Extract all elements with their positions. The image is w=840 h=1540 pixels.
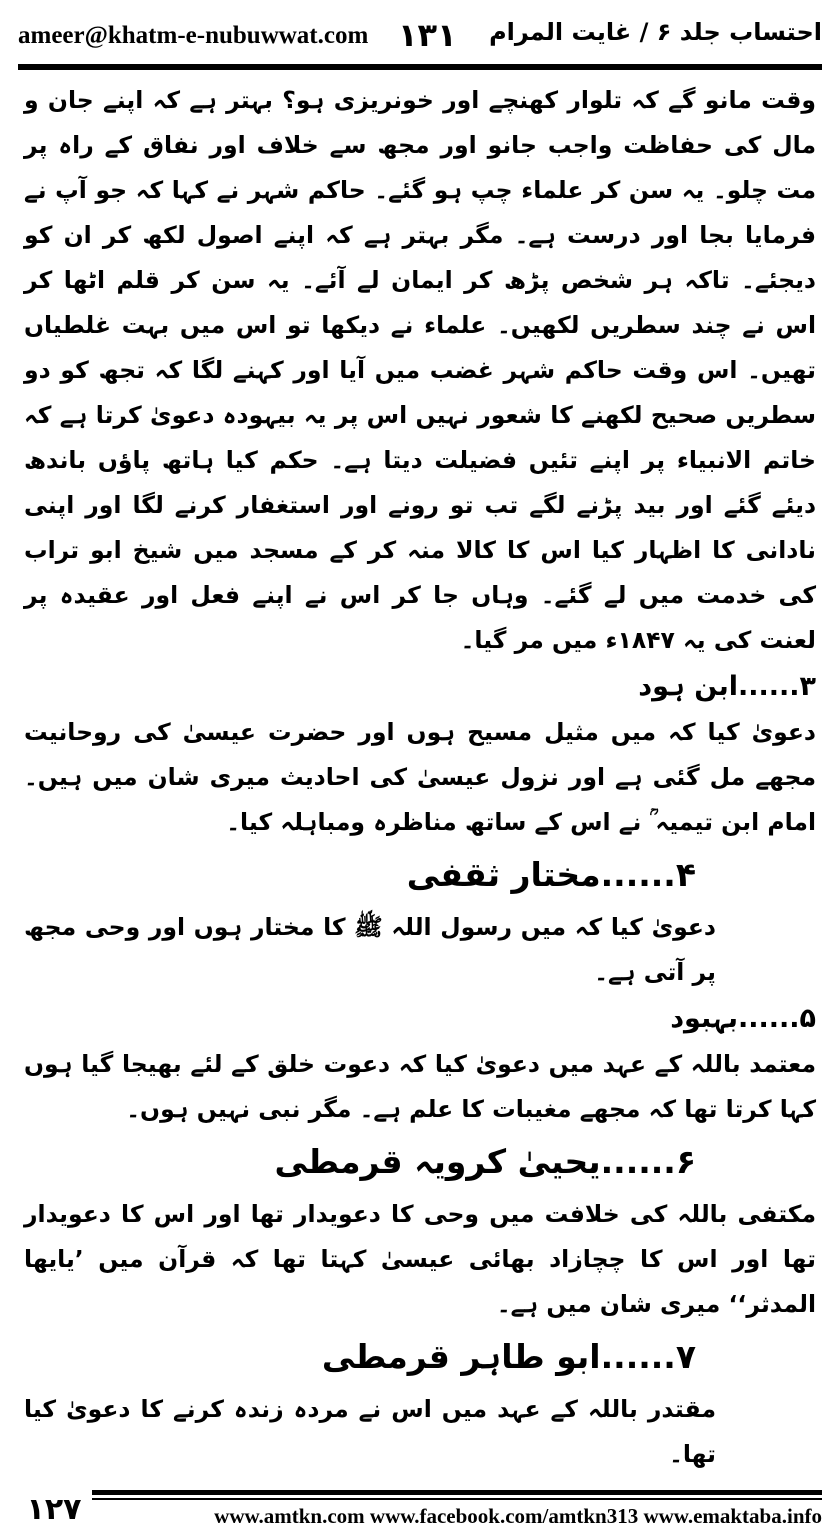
paragraph-3: دعویٰ کیا کہ میں مثیل مسیح ہوں اور حضرت عیسیٰ کی روحانیت مجھے مل گئی ہے اور نزول عیسیٰ کی احادیث میری شان میں ہیں۔ امام ابن تیمیہ ؒ نے اس کے ساتھ مناظرہ ومباہلہ کیا۔ (24, 718, 816, 836)
heading-3: ۳......ابن ہود (638, 671, 816, 702)
header-page-number: ۱۳۱ (398, 16, 457, 54)
footer-page-number: ۱۲۷ (26, 1492, 82, 1527)
paragraph-4: دعویٰ کیا کہ میں رسول اللہ ﷺ کا مختار ہوں اور وحی مجھ پر آتی ہے۔ (24, 913, 716, 986)
header-rule (18, 64, 822, 70)
page-header (18, 14, 822, 58)
heading-6: ۶......یحییٰ کرویہ قرمطی (274, 1142, 696, 1181)
paragraph-6: مکتفی باللہ کی خلافت میں وحی کا دعویدار تھا اور اس کا دعویدار تھا اور اس کا چچازاد بھائی عیسیٰ کہتا تھا کہ قرآن میں ’یایھا المدثر‘‘ میری شان میں ہے۔ (24, 1200, 816, 1318)
footer-rule-thin (92, 1498, 822, 1500)
paragraph-7: مقتدر باللہ کے عہد میں اس نے مردہ زندہ کرنے کا دعویٰ کیا تھا۔ (24, 1395, 716, 1468)
page-footer (18, 1488, 822, 1536)
header-email: ameer@khatm-e-nubuwwat.com (18, 22, 369, 49)
paragraph-1: وقت مانو گے کہ تلوار کھنچے اور خونریزی ہو؟ بہتر ہے کہ اپنے جان و مال کی حفاظت واجب جانو اور مجھ سے خلاف اور نفاق کے راہ پر مت چلو۔ یہ سن کر علماء چپ ہو گئے۔ حاکم شہر نے کہا کہ جو آپ نے فرمایا بجا اور درست ہے۔ مگر بہتر ہے کہ اپنے اصول لکھ کر ان کو دیجئے۔ تاکہ ہر شخص پڑھ کر ایمان لے آئے۔ یہ سن کر قلم اٹھا کر اس نے چند سطریں لکھیں۔ علماء نے دیکھا تو اس میں بہت غلطیاں تھیں۔ اس وقت حاکم شہر غضب میں آیا اور کہنے لگا کہ تجھ کو دو سطریں صحیح لکھنے کا شعور نہیں اس پر یہ بیہودہ دعویٰ کرتا ہے کہ خاتم الانبیاء پر اپنے تئیں فضیلت دیتا ہے۔ حکم کیا ہاتھ پاؤں باندھ دیئے گئے اور بید پڑنے لگے تب تو رونے اور استغفار کرنے لگا اور اپنی نادانی کا اظہار کیا اس کا کالا منہ کر کے مسجد میں شیخ ابو تراب کی خدمت میں لے گئے۔ وہاں جا کر اس نے اپنے فعل اور عقیدہ پر لعنت کی یہ ۱۸۴۷ء میں مر گیا۔ (24, 86, 816, 654)
paragraph-5: معتمد باللہ کے عہد میں دعویٰ کیا کہ دعوت خلق کے لئے بھیجا گیا ہوں کہا کرتا تھا کہ مجھے مغیبات کا علم ہے۔ مگر نبی نہیں ہوں۔ (24, 1050, 816, 1123)
footer-rule (92, 1490, 822, 1495)
footer-links: www.amtkn.com www.facebook.com/amtkn313 www.emaktaba.info (214, 1504, 822, 1528)
heading-4: ۴......مختار ثقفی (406, 855, 696, 894)
header-book-title: احتساب جلد ۶ / غایت المرام (489, 18, 822, 46)
heading-7: ۷......ابو طاہر قرمطی (321, 1337, 696, 1376)
heading-5: ۵......بہبود (670, 1003, 816, 1034)
page-body (24, 78, 816, 1468)
